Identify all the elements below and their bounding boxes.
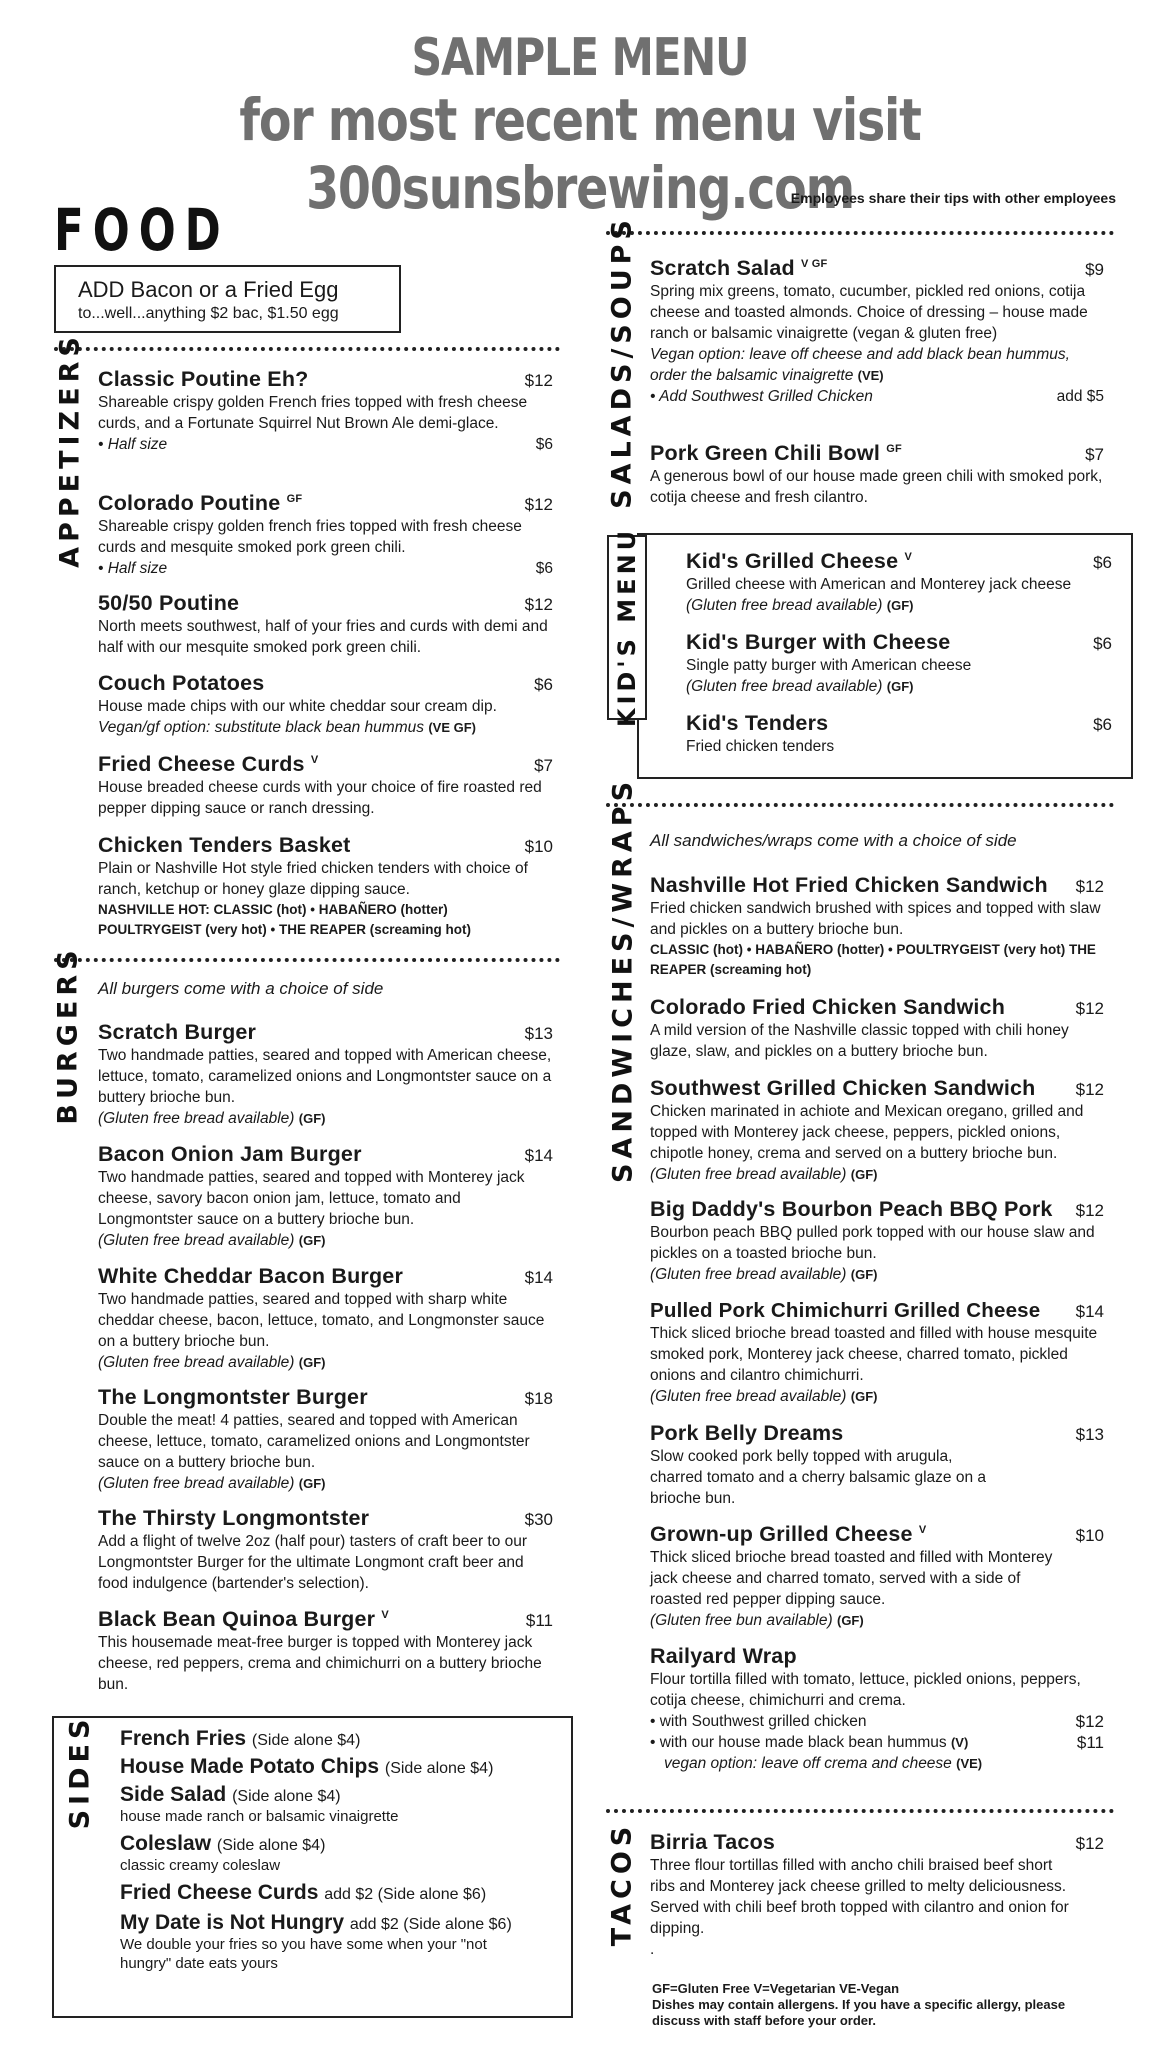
menu-item <box>650 441 1104 508</box>
item-price: $7 <box>1085 445 1104 464</box>
menu-item <box>650 256 1104 407</box>
item-description: House breaded cheese curds with your choice of fire roasted red pepper dipping sauce or ranch dressing. <box>98 779 542 817</box>
item-description: Grilled cheese with American and Monterey jack cheese (Gluten free bread available) (GF) <box>686 576 1072 614</box>
menu-item <box>650 995 1104 1062</box>
item-price: $6 <box>534 675 553 694</box>
menu-item <box>98 491 553 579</box>
vegan-option: Vegan/gf option: substitute black bean hummus <box>98 719 424 736</box>
dietary-tag: GF <box>286 492 303 505</box>
sides-label: SIDES <box>64 1714 96 1830</box>
menu-item <box>98 833 553 940</box>
item-price: $12 <box>1075 1080 1104 1099</box>
menu-item <box>650 1299 1104 1407</box>
menu-item <box>686 630 1112 697</box>
item-description: Bourbon peach BBQ pulled pork topped with our house slaw and pickles on a toasted brioche bun. <box>650 1224 1095 1262</box>
item-name: White Cheddar Bacon Burger <box>98 1264 404 1288</box>
tacos-label: TACOS <box>606 1821 638 1947</box>
kids-menu-label: KID'S MENU <box>613 526 641 728</box>
dietary-tag: V GF <box>801 257 828 270</box>
gluten-free-note: (Gluten free bread available) <box>650 1266 847 1283</box>
divider <box>606 231 1114 235</box>
item-price: $6 <box>1093 715 1112 734</box>
menu-item <box>650 1644 1104 1774</box>
item-price: $11 <box>1076 1733 1104 1752</box>
menu-item <box>98 752 553 819</box>
gluten-free-note: (Gluten free bread available) <box>686 597 883 614</box>
item-description: Slow cooked pork belly topped with arugula, charred tomato and a cherry balsamic glaze on a brioche bun. <box>650 1448 987 1507</box>
item-name: Scratch Burger <box>98 1020 257 1044</box>
dietary-tag: (GF) <box>886 598 914 613</box>
item-price: $7 <box>534 756 553 775</box>
item-price: $12 <box>1075 1712 1104 1731</box>
item-price: $13 <box>1075 1425 1104 1444</box>
gluten-free-note: (Gluten free bun available) <box>650 1612 833 1629</box>
vegan-option: vegan option: leave off crema and cheese <box>664 1755 952 1772</box>
item-price: $13 <box>524 1024 553 1043</box>
side-name: House Made Potato Chips <box>120 1755 380 1778</box>
menu-item <box>98 671 553 738</box>
gluten-free-note: (Gluten free bread available) <box>98 1232 295 1249</box>
item-name: Birria Tacos <box>650 1830 776 1854</box>
wrap-option: • with our house made black bean hummus <box>650 1734 947 1751</box>
add-on-prices: to...well...anything $2 bac, $1.50 egg <box>78 305 339 322</box>
stray-dot: . <box>650 1941 655 1958</box>
half-size-label: • Half size <box>98 560 168 577</box>
divider <box>54 347 560 351</box>
item-name: Railyard Wrap <box>650 1644 797 1668</box>
item-price: $18 <box>524 1389 553 1408</box>
item-name: Bacon Onion Jam Burger <box>98 1142 362 1166</box>
item-name: Chicken Tenders Basket <box>98 833 351 857</box>
sandwiches-wraps-label: SANDWICHES/WRAPS <box>607 776 639 1184</box>
item-description: Fried chicken sandwich brushed with spices and topped with slaw and pickles on a buttery brioche bun. <box>650 900 1101 938</box>
item-description: Shareable crispy golden french fries topped with fresh cheese curds and mesquite smoked pork green chili. <box>98 518 522 556</box>
dietary-tag: GF <box>886 442 902 455</box>
item-price: $12 <box>1075 877 1104 896</box>
dietary-tag: (GF) <box>850 1267 878 1282</box>
item-description: Fried chicken tenders <box>686 738 835 755</box>
item-price: $12 <box>524 595 553 614</box>
menu-item <box>98 1385 553 1494</box>
menu-item <box>98 1142 553 1251</box>
side-price: (Side alone $4) <box>216 1837 326 1854</box>
item-description: North meets southwest, half of your fries and curds with demi and half with our mesquite smoked pork green chili. <box>98 618 548 656</box>
dietary-tag: (GF) <box>836 1613 864 1628</box>
item-price: $6 <box>1093 553 1112 572</box>
item-description: Double the meat! 4 patties, seared and topped with American cheese, lettuce, tomato, caramelized onions and Longmontster sauce on a buttery brioche bun. <box>98 1412 530 1471</box>
item-name: Fried Cheese Curds <box>98 752 305 776</box>
item-description: Two handmade patties, seared and topped with Monterey jack cheese, savory bacon onion jam, lettuce, tomato and Longmontster sauce on a buttery brioche bun. <box>98 1169 525 1228</box>
item-name: Kid's Burger with Cheese <box>686 630 951 654</box>
item-description: Single patty burger with American cheese <box>686 657 972 674</box>
menu-item <box>650 1076 1104 1185</box>
gluten-free-note: (Gluten free bread available) <box>98 1110 295 1127</box>
item-price: $9 <box>1085 260 1104 279</box>
item-name: Pork Belly Dreams <box>650 1421 844 1445</box>
item-name: Classic Poutine Eh? <box>98 367 309 391</box>
item-price: $12 <box>1075 1201 1104 1220</box>
menu-item <box>650 873 1104 980</box>
item-name: Colorado Poutine <box>98 491 281 515</box>
half-size-price: $6 <box>535 436 553 453</box>
item-price: $14 <box>1075 1302 1104 1321</box>
item-price: $12 <box>524 495 553 514</box>
spice-levels: CLASSIC (hot) • HABAÑERO (hotter) • POULTRYGEIST (very hot) THE REAPER (screaming hot) <box>650 942 1096 977</box>
item-description: House made chips with our white cheddar sour cream dip. <box>98 698 497 715</box>
item-description: Three flour tortillas filled with ancho chili braised beef short ribs and Monterey jack cheese grilled to melty deliciousness. Served with chili beef broth topped with cilantro and onion for dipping. <box>650 1857 1069 1937</box>
dietary-tag: V <box>918 1523 927 1536</box>
gluten-free-note: (Gluten free bread available) <box>650 1166 847 1183</box>
vegan-option: Vegan option: leave off cheese and add black bean hummus, order the balsamic vinaigrette <box>650 346 1070 384</box>
dietary-tag: (GF) <box>850 1389 878 1404</box>
menu-item <box>98 1020 553 1129</box>
appetizers-label: APPETIZERS <box>54 332 86 568</box>
side-price: add $2 (Side alone $6) <box>349 1916 512 1933</box>
food-heading: FOOD <box>54 196 230 264</box>
item-name: Pulled Pork Chimichurri Grilled Cheese <box>650 1299 1041 1322</box>
side-name: Side Salad <box>120 1783 227 1806</box>
item-description: Plain or Nashville Hot style fried chicken tenders with choice of ranch, ketchup or honey glaze dipping sauce. <box>98 860 528 898</box>
menu-title: SAMPLE MENU <box>411 28 749 88</box>
item-description: This housemade meat-free burger is topped with Monterey jack cheese, red peppers, crema and chimichurri on a buttery brioche bun. <box>98 1634 542 1693</box>
website-notice: for most recent menu visit 300sunsbrewing.com <box>239 86 921 222</box>
dietary-tag: V <box>904 550 912 563</box>
menu-item <box>98 591 553 658</box>
item-name: The Longmontster Burger <box>98 1385 368 1409</box>
item-description: Chicken marinated in achiote and Mexican oregano, grilled and topped with Monterey jack cheese, peppers, pickled onions, chipotle honey, crema and served on a buttery brioche bun. (Gluten free bread available) (GF) <box>650 1103 1084 1183</box>
item-name: Scratch Salad <box>650 256 795 280</box>
salads-soups-label: SALADS/SOUPS <box>606 215 638 509</box>
dietary-tag: (VE) <box>857 368 884 383</box>
item-price: $12 <box>1075 1834 1104 1853</box>
gluten-free-note: (Gluten free bread available) <box>686 678 883 695</box>
allergen-footer <box>652 1981 1112 2029</box>
dietary-tag: (GF) <box>298 1476 326 1491</box>
dietary-tag: (GF) <box>298 1111 326 1126</box>
item-description: Shareable crispy golden French fries topped with fresh cheese curds, and a Fortunate Squirrel Nut Brown Ale demi-glace. <box>98 394 528 432</box>
divider <box>606 803 1114 807</box>
item-name: Southwest Grilled Chicken Sandwich <box>650 1076 1036 1100</box>
item-name: Kid's Tenders <box>686 711 829 735</box>
side-price: add $2 (Side alone $6) <box>324 1886 487 1903</box>
item-price: $10 <box>1075 1526 1104 1545</box>
menu-item <box>650 1522 1104 1631</box>
gluten-free-note: (Gluten free bread available) <box>98 1475 295 1492</box>
side-price: (Side alone $4) <box>251 1732 361 1749</box>
item-name: The Thirsty Longmontster <box>98 1506 370 1530</box>
add-on-box <box>54 265 401 333</box>
item-name: 50/50 Poutine <box>98 591 240 615</box>
item-name: Colorado Fried Chicken Sandwich <box>650 995 1006 1019</box>
tip-note: Employees share their tips with other employees <box>790 190 1116 206</box>
menu-item <box>650 1197 1104 1285</box>
spice-levels: NASHVILLE HOT: CLASSIC (hot) • HABAÑERO (hotter) POULTRYGEIST (very hot) • THE REAPER (screaming hot) <box>98 902 472 937</box>
item-description: Two handmade patties, seared and topped with sharp white cheddar cheese, bacon, lettuce, tomato, and Longmonster sauce on a buttery brioche bun. <box>98 1291 545 1350</box>
menu-item <box>686 711 1112 757</box>
menu-item <box>98 1506 553 1594</box>
dietary-tag: (GF) <box>298 1233 326 1248</box>
side-price: (Side alone $4) <box>384 1760 494 1777</box>
side-name: Coleslaw <box>120 1832 212 1855</box>
add-on-title: ADD Bacon or a Fried Egg <box>78 277 339 302</box>
item-price: $14 <box>524 1146 553 1165</box>
dietary-tag: V <box>310 753 319 766</box>
item-price: $12 <box>1075 999 1104 1018</box>
item-name: Nashville Hot Fried Chicken Sandwich <box>650 873 1048 897</box>
divider <box>54 958 560 962</box>
dietary-tag: (GF) <box>298 1355 326 1370</box>
side-name: French Fries <box>120 1727 247 1750</box>
gluten-free-note: (Gluten free bread available) <box>98 1354 295 1371</box>
half-size-price: $6 <box>535 560 553 577</box>
item-price: $12 <box>524 371 553 390</box>
gluten-free-note: (Gluten free bread available) <box>650 1388 847 1405</box>
menu-item <box>98 1264 553 1373</box>
item-price: $30 <box>524 1510 553 1529</box>
sides-list <box>120 1727 560 1973</box>
wrap-option: • with Southwest grilled chicken <box>650 1713 867 1730</box>
item-description: Two handmade patties, seared and topped with American cheese, lettuce, tomato, caramelized onions and Longmontster sauce on a buttery brioche bun. <box>98 1047 552 1106</box>
item-name: Couch Potatoes <box>98 671 265 695</box>
side-description: house made ranch or balsamic vinaigrette <box>120 1808 399 1825</box>
dietary-tag: (VE) <box>956 1756 983 1771</box>
item-description: A generous bowl of our house made green chili with smoked pork, cotija cheese and fresh cilantro. <box>650 468 1103 506</box>
item-name: Big Daddy's Bourbon Peach BBQ Pork <box>650 1197 1053 1221</box>
side-description: classic creamy coleslaw <box>120 1857 281 1874</box>
burgers-intro: All burgers come with a choice of side <box>98 979 384 998</box>
burgers-label: BURGERS <box>52 945 84 1125</box>
menu-item <box>98 367 553 455</box>
item-name: Kid's Grilled Cheese <box>686 549 899 573</box>
item-description: Spring mix greens, tomato, cucumber, pickled red onions, cotija cheese and toasted almonds. Choice of dressing – house made ranch or balsamic vinaigrette (vegan & gluten free) <box>650 283 1088 342</box>
item-price: $11 <box>525 1611 553 1630</box>
add-on-label: • Add Southwest Grilled Chicken <box>650 388 873 405</box>
item-description: Thick sliced brioche bread toasted and filled with Monterey jack cheese and charred tomato, served with a side of roasted red pepper dipping sauce. <box>650 1549 1053 1608</box>
allergen-warning: Dishes may contain allergens. If you have a specific allergy, please discuss with staff before your order. <box>652 1997 1066 2028</box>
item-description: Add a flight of twelve 2oz (half pour) tasters of craft beer to our Longmontster Burger for the ultimate Longmont craft beer and food indulgence (bartender's selection). <box>98 1533 528 1592</box>
item-description: A mild version of the Nashville classic topped with chili honey glaze, slaw, and pickles on a buttery brioche bun. <box>650 1022 1069 1060</box>
side-name: My Date is Not Hungry <box>120 1911 345 1934</box>
item-price: $14 <box>524 1268 553 1287</box>
item-description: Thick sliced brioche bread toasted and filled with house mesquite smoked pork, Monterey jack cheese, charred tomato, pickled onions and cilantro chimichurri. <box>650 1325 1098 1384</box>
dietary-legend: GF=Gluten Free V=Vegetarian VE-Vegan <box>652 1981 900 1996</box>
side-price: (Side alone $4) <box>232 1788 341 1805</box>
menu-item <box>650 1421 1104 1509</box>
menu-item <box>98 1607 553 1695</box>
item-description: Flour tortilla filled with tomato, lettuce, pickled onions, peppers, cotija cheese, chimichurri and crema. <box>650 1671 1081 1709</box>
menu-item <box>686 549 1112 616</box>
sandwiches-intro: All sandwiches/wraps come with a choice of side <box>650 831 1017 850</box>
item-price: $6 <box>1093 634 1112 653</box>
dietary-tag: (GF) <box>886 679 914 694</box>
item-name: Black Bean Quinoa Burger <box>98 1607 376 1631</box>
dietary-tag: (GF) <box>850 1167 878 1182</box>
add-on-price: add $5 <box>1056 388 1104 405</box>
dietary-tag: (VE GF) <box>428 720 476 735</box>
dietary-tag: (V) <box>950 1735 969 1750</box>
item-name: Pork Green Chili Bowl <box>650 441 880 465</box>
side-name: Fried Cheese Curds <box>120 1881 319 1904</box>
item-price: $10 <box>524 837 553 856</box>
menu-item <box>650 1830 1104 1960</box>
item-name: Grown-up Grilled Cheese <box>650 1522 913 1546</box>
divider <box>606 1809 1114 1813</box>
side-description: We double your fries so you have some when your "not hungry" date eats yours <box>120 1936 487 1972</box>
dietary-tag: V <box>381 1608 389 1621</box>
half-size-label: • Half size <box>98 436 168 453</box>
